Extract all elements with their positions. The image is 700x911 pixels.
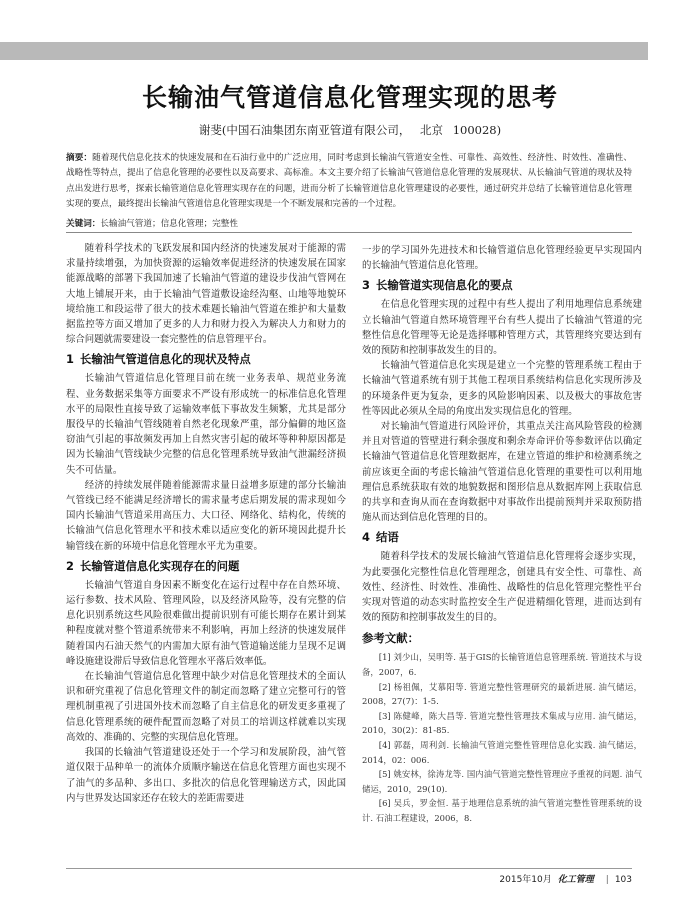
left-column [66, 241, 346, 806]
paragraph: 随着科学技术的发展长输油气管道信息化管理将会逐步实现，为此要强化完整性信息化管理理念，创建具有安全性、可靠性、高效性、经济性、时效性、准确性、战略性的信息化管理完整性平台实现对管道的动态实时监控安全生产促进精细化管理，进而达到有效的预防和控制事故发生的目的。 [362, 551, 642, 624]
section-title: 长输管道信息化实现存在的问题 [79, 558, 240, 573]
author-postcode: 100028) [452, 123, 502, 137]
paragraph: 对长输油气管道进行风险评价，其重点关注高风险管段的检测并且对管道的管壁进行剩余强度和剩余寿命评价等参数评估以确定长输油气管道信息化管理数据库，在建立管道的维护和检测系统之前应该更全面的考虑长输油气管道信息化管理的重要性可以利用地理信息系统获取有效的地貌数据和图形信息从数据库网上获取信息的共享和查询从而在查询数据中对事故作出提前预判并采取预防措施从而达到信息化管理的目的。 [362, 421, 642, 524]
section-number: 1 [66, 352, 74, 367]
section-number: 3 [362, 278, 370, 293]
keyword: 长输油气管道 [100, 219, 152, 229]
abstract-divider [66, 232, 632, 233]
reference-item: [6] 吴兵，罗金恒. 基于地理信息系统的油气管道完整性管理系统的设计. 石油工程建设，2006，8. [362, 798, 642, 823]
keyword: 信息化管理 [160, 219, 204, 229]
section-3-heading [362, 277, 642, 293]
author-line [0, 122, 700, 138]
section-2-heading [66, 558, 346, 574]
reference-item: [2] 杨祖佩，艾慕阳等. 管道完整性管理研究的最新进展. 油气储运，2008，27(7)：1-5. [362, 681, 642, 707]
reference-item: [4] 郭磊，周利剑. 长输油气管道完整性管理信息化实践. 油气储运，2014，02：006. [362, 740, 642, 765]
section-title: 长输油气管道信息化的现状及特点 [79, 352, 251, 367]
page-number: 103 [614, 875, 632, 885]
intro-paragraph: 随着科学技术的飞跃发展和国内经济的快速发展对于能源的需求量持续增强，为加快资源的运输效率促进经济的快速发展在国家能源战略的部署下我国加速了长输油气管道的建设步伐油气管网在大地上铺展开来，由于长输油气管道敷设途经沟壑、山地等地貌环境给施工和段运带了很大的技术难题长输油气管道在维护和大量数据监控等方面又增加了更多的人力和财力投入为解决人力和财力的综合问题就需要建设一套完整性的信息管理平台。 [66, 243, 346, 346]
page-title: 长输油气管道信息化管理实现的思考 [141, 83, 558, 112]
right-column [362, 243, 642, 826]
issue-date: 2015年10月 [499, 875, 552, 885]
header-bar [0, 42, 648, 60]
footer-divider [66, 868, 632, 869]
reference-item: [3] 陈健峰，陈大昌等. 管道完整性管理技术集成与应用. 油气储运，2010，30(2)：81-85. [362, 710, 642, 736]
keywords: 关键词：长输油气管道；信息化管理；完整性 [66, 219, 238, 229]
page-footer [499, 872, 632, 885]
section-number: 2 [66, 558, 74, 573]
section-title: 结语 [375, 530, 399, 545]
section-title: 长输管道实现信息化的要点 [375, 278, 513, 293]
paragraph: 长输油气管道信息化实现是建立一个完整的管理系统工程由于长输油气管道系统有别于其他工程项目系统结构信息化实现所涉及的环境条件更为复杂，更多的风险影响因素、以及极大的事故危害性等因此必须从全局的角度出发实现信息化的管理。 [362, 360, 642, 417]
section-4-heading [362, 529, 642, 545]
section-1-heading [66, 351, 346, 367]
reference-item: [5] 姚安林，徐涛龙等. 国内油气管道完整性管理应予重视的问题. 油气储运，2010，29(10). [362, 769, 642, 794]
footer-separator: | [605, 875, 609, 885]
author-name: 谢斐(中国石油集团东南亚管道有限公司， [198, 123, 411, 137]
section-number: 4 [362, 530, 370, 545]
author-city: 北京 [420, 123, 444, 137]
references-heading: 参考文献： [362, 631, 419, 646]
reference-item: [1] 刘少山，吴明等. 基于GIS的长输管道信息管理系统. 管道技术与设备，2007，6. [362, 652, 642, 678]
keywords-label: 关键词： [66, 219, 101, 229]
abstract-text: 随着现代信息化技术的快速发展和在石油行业中的广泛应用，同时考虑到长输油气管道安全性、可靠性、高效性、经济性、时效性、准确性、战略性等特点，提出了信息化管理的必要性以及高要求、高标准。本文主要介绍了长输油气管道信息化管理的发展现状、从长输油气管道的现状及特点出发进行思考，探索长输管道信息化管理实现存在的问题，进而分析了长输管道信息化管理建设的必要性，通过研究并总结了长输管道信息化管理实现的要点，最终提出长输油气管道信息化管理实现是一个不断发展和完善的一个过程。 [66, 153, 632, 210]
paragraph: 在长输油气管道信息化管理中缺少对信息化管理技术的全面认识和研究重视了信息化管理文件的制定而忽略了建立完整可行的管理机制重视了引进国外技术而忽略了自主信息化的研发更多重视了信息化管理系统的硬件配置而忽略了对员工的培训这样就难以实现高效的、准确的、完整的实现信息化管理。 [66, 671, 346, 743]
paragraph: 经济的持续发展伴随着能源需求量日益增多原建的部分长输油气管线已经不能满足经济增长的需求量考虑后期发展的需求现如今国内长输油气管道采用高压力、大口径、网络化、结构化，传统的长输油气信息化管理水平和技术难以适应变化的新环境因此提升长输管线在新的环境中信息化管理水平尤为重要。 [66, 479, 346, 552]
paragraph: 我国的长输油气管道建设还处于一个学习和发展阶段，油气管道仅限于品种单一的流体介质顺序输送在信息化管理方面也实现不了油气的多品种、多出口、多批次的信息化管理输送方式，因此国内与世界发达国家还存在较大的差距需要进 [66, 747, 346, 804]
continued-paragraph: 一步的学习国外先进技术和长输管道信息化管理经验更早实现国内的长输油气管道信息化管理。 [362, 245, 642, 272]
journal-name: 化工管理 [557, 875, 594, 885]
paragraph: 在信息化管理实现的过程中有些人提出了利用地理信息系统建立长输油气管道自然环境管理平台有些人提出了长输油气管道的完整性信息化管理等无论是选择哪种管理方式，其管理终究要达到有效的预防和控制事故发生的目的。 [362, 299, 642, 357]
abstract-label: 摘要： [66, 153, 93, 163]
paragraph: 长输油气管道信息化管理目前在统一业务表单、规范业务流程、业务数据采集等方面要求不严设有形成统一的标准信息化管理水平的局限性直接导致了运输效率低下事故发生频繁，尤其是部分服役早的长输油气管线随着自然老化现象严重，部分偏僻的地区盗窃油气引起的事故频发再加上自然灾害引起的破坏等种种原因都是因为长输油气管线缺少完整的信息化管理系统导致油气泄漏经济损失不可估量。 [66, 373, 346, 476]
abstract [66, 151, 632, 213]
keyword: 完整性 [212, 219, 238, 229]
paragraph: 长输油气管道自身因素不断变化在运行过程中存在自然环境、运行参数、技术风险、管理风险，以及经济风险等，没有完整的信息化识别系统这些风险很难做出提前识别有可能长期存在累计到某种程度就对整个管道系统带来不利影响，再加上经济的快速发展伴随着国内石油天然气的内需加大原有油气管道输送能力呈现不足调峰设施建设滞后导致信息化管理水平落后效率低。 [66, 579, 346, 667]
